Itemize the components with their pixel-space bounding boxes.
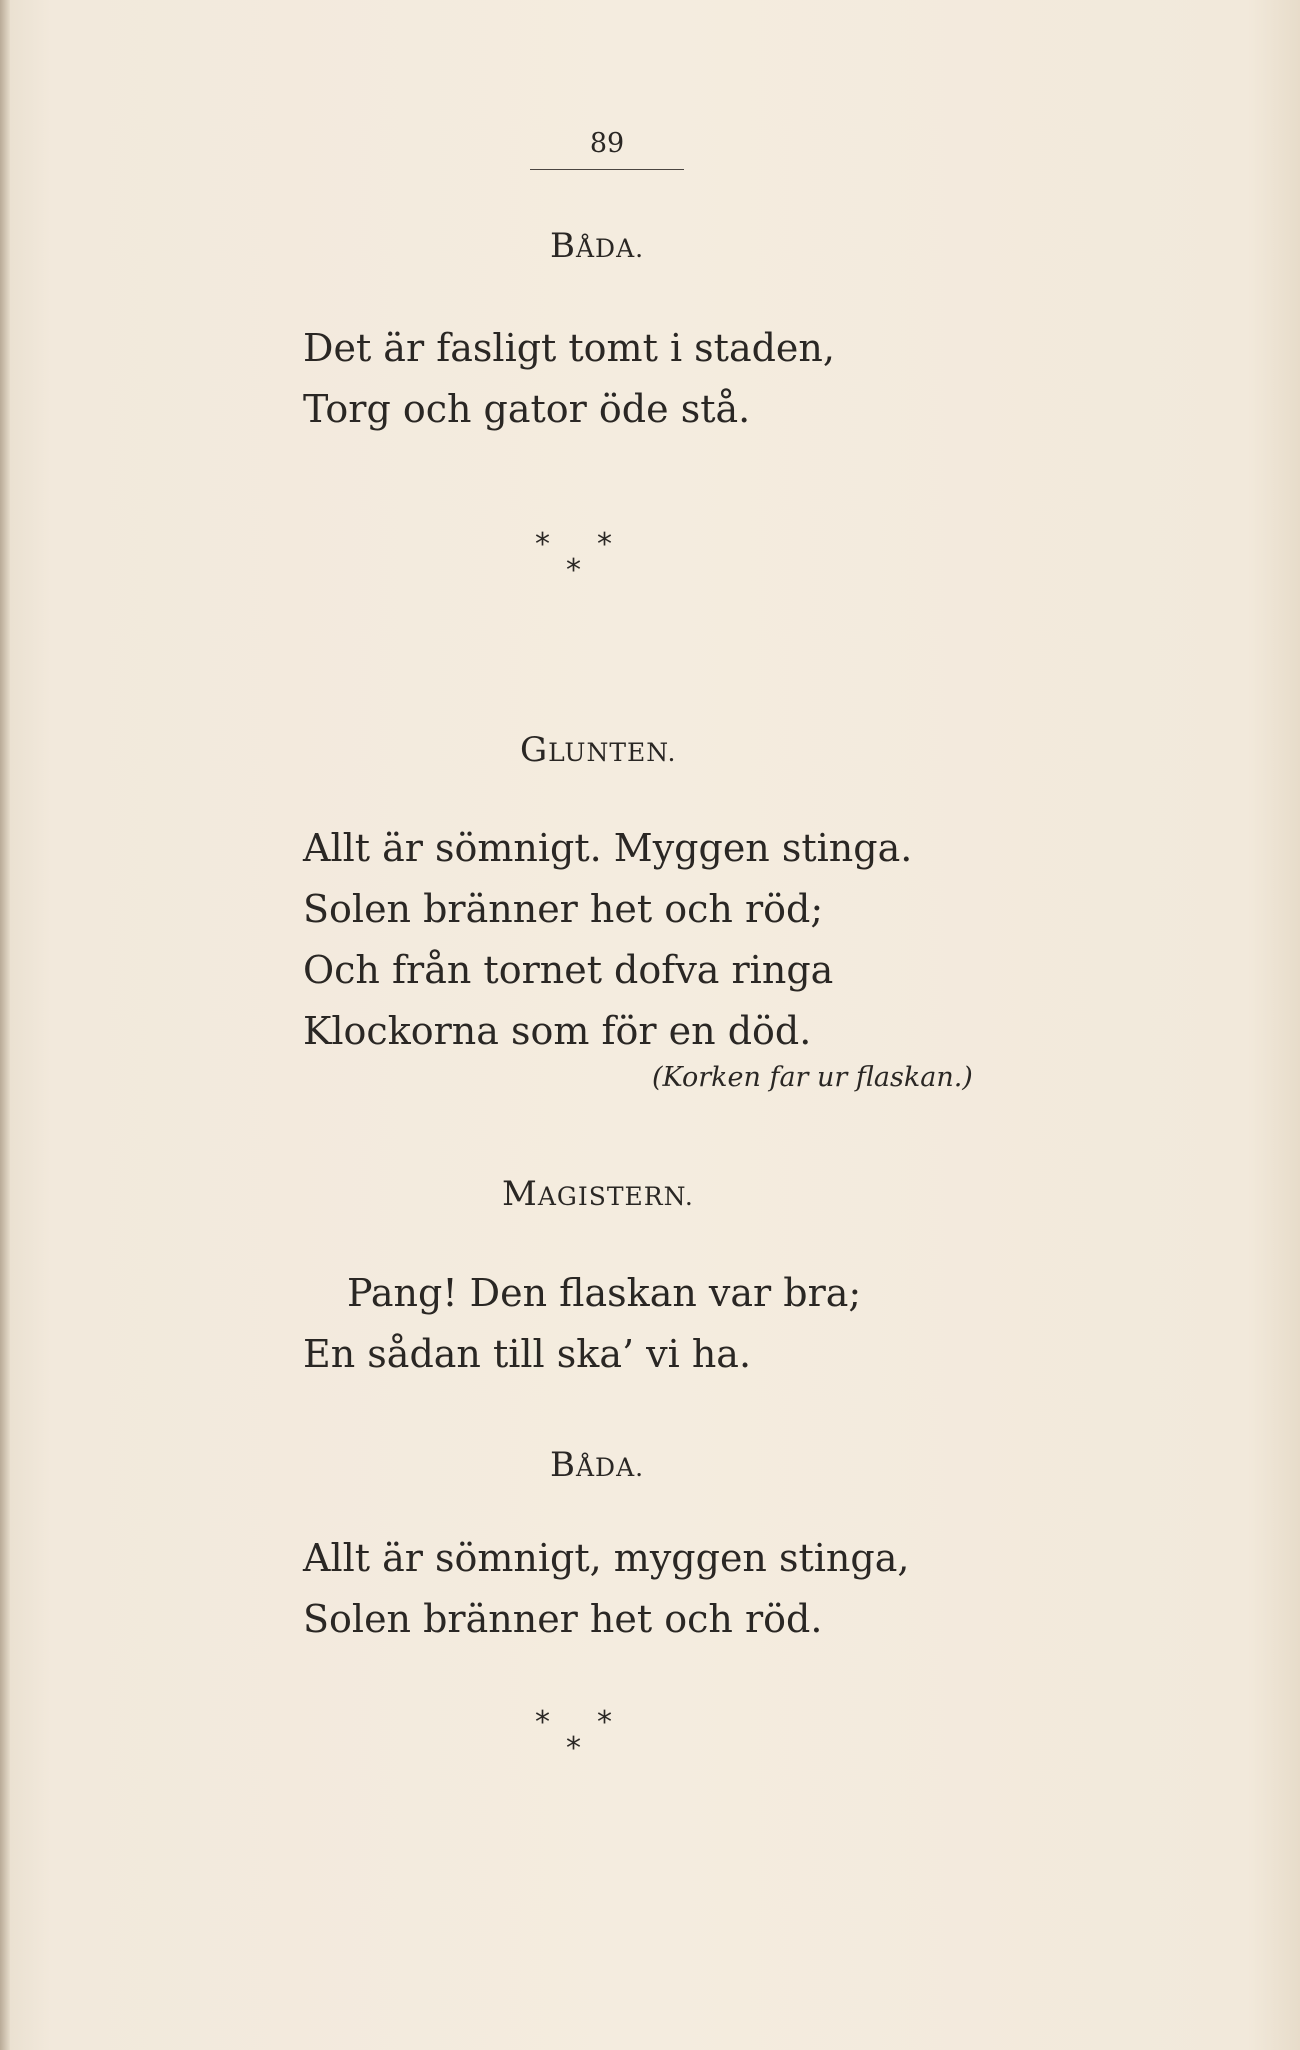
speaker-heading-bada-1 [550,226,644,266]
speaker-heading-glunten [520,730,677,770]
asterisk-glyph: * [566,1731,581,1766]
verse-line: Och från tornet dofva ringa [303,948,834,992]
stage-direction: (Korken far ur flaskan.) [652,1062,973,1093]
verse-line: Solen bränner het och röd; [303,887,824,931]
speaker-rest: AGISTERN. [537,1182,694,1211]
speaker-heading-magistern [502,1174,694,1214]
asterisk-glyph: * [566,553,581,588]
speaker-rest: LUNTEN. [548,738,677,767]
verse-block-2 [303,818,912,1062]
verse-line: Pang! Den flaskan var bra; [347,1271,862,1315]
speaker-initial: B [550,226,576,266]
verse-line: En sådan till ska’ vi ha. [303,1332,752,1376]
verse-block-3 [303,1263,861,1385]
verse-line: Klockorna som för en död. [303,1009,812,1053]
asterisk-glyph: * [597,527,612,562]
speaker-rest: ÅDA. [576,1453,645,1482]
speaker-initial: B [550,1445,576,1485]
speaker-initial: G [520,730,549,770]
asterism-separator-1 [535,527,685,590]
verse-line: Torg och gator öde stå. [303,387,751,431]
verse-line: Allt är sömnigt, myggen stinga, [303,1536,910,1580]
page-number: 89 [530,128,684,170]
asterisk-glyph: * [597,1705,612,1740]
asterisk-glyph: * [535,1705,550,1740]
verse-block-1 [303,318,835,440]
speaker-heading-bada-2 [550,1445,644,1485]
asterism-separator-2 [535,1705,685,1768]
page-edge-shadow [0,0,10,2050]
speaker-initial: M [502,1174,538,1214]
verse-line: Allt är sömnigt. Myggen stinga. [303,826,913,870]
verse-line: Det är fasligt tomt i staden, [303,326,835,370]
verse-block-4 [303,1528,909,1650]
asterisk-glyph: * [535,527,550,562]
verse-line: Solen bränner het och röd. [303,1597,823,1641]
speaker-rest: ÅDA. [576,234,645,263]
